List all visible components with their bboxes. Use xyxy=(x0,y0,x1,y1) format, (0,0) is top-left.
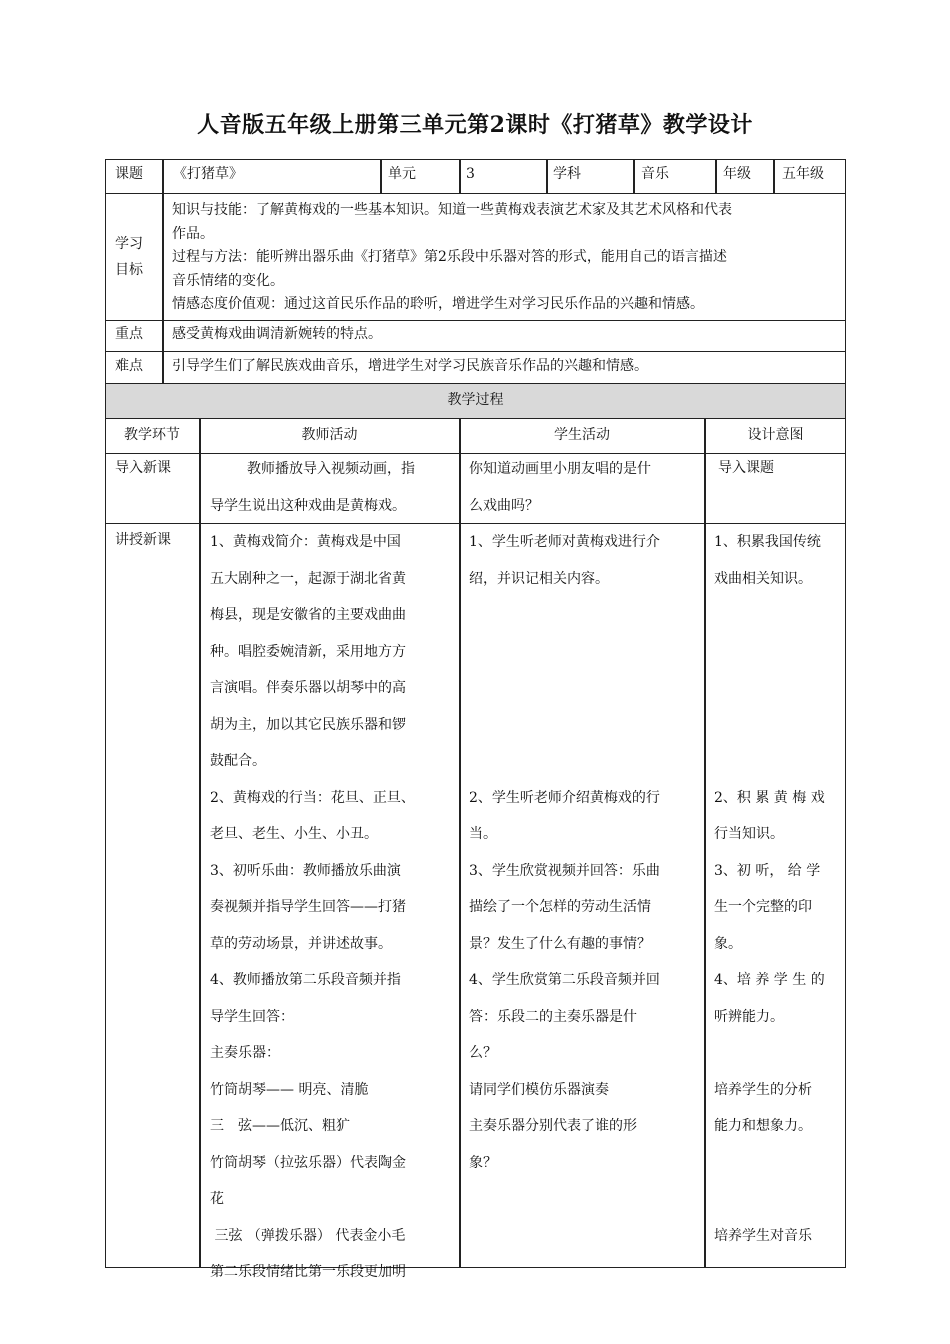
lesson-teacher-line: 1、黄梅戏简介：黄梅戏是中国 xyxy=(210,534,401,550)
lesson-student-line: 描绘了一个怎样的劳动生活情 xyxy=(469,899,651,915)
divider xyxy=(162,320,164,352)
lesson-student-line: 当。 xyxy=(469,826,497,842)
document-title: 人音版五年级上册第三单元第2课时《打猪草》教学设计 xyxy=(197,112,753,138)
lesson-teacher-line: 主奏乐器： xyxy=(210,1045,280,1061)
column-header-student: 学生活动 xyxy=(554,427,610,443)
intro-teacher-line: 教师播放导入视频动画，指 xyxy=(247,461,415,477)
lesson-intent-line xyxy=(714,1145,842,1182)
objectives-line: 过程与方法：能听辨出器乐曲《打猪草》第2乐段中乐器对答的形式，能用自己的语言描述 xyxy=(172,249,727,265)
divider xyxy=(162,193,164,321)
process-header: 教学过程 xyxy=(447,392,504,408)
objectives-line: 情感态度价值观：通过这首民乐作品的聆听，增进学生对学习民乐作品的兴趣和情感。 xyxy=(172,296,704,312)
lesson-teacher-line: 种。唱腔委婉清新，采用地方方 xyxy=(210,643,406,660)
lesson-teacher-line: 五大剧种之一，起源于湖北省黄 xyxy=(210,570,406,587)
intro-student-line: 么戏曲吗？ xyxy=(469,497,539,514)
lesson-intent-line: 1、积累我国传统 xyxy=(714,534,821,550)
objectives-line: 作品。 xyxy=(172,225,214,242)
lesson-stage: 讲授新课 xyxy=(115,532,171,548)
objectives-text xyxy=(172,199,842,317)
lesson-teacher-line: 草的劳动场景，并讲述故事。 xyxy=(210,935,392,952)
intro-intent: 导入课题 xyxy=(718,460,774,476)
lesson-teacher-line: 梅县，现是安徽省的主要戏曲曲 xyxy=(210,607,406,623)
divider xyxy=(162,351,164,384)
intro-stage: 导入新课 xyxy=(115,460,171,476)
column-divider xyxy=(199,418,201,1268)
lesson-student-line: 答：乐段二的主奏乐器是什 xyxy=(469,1008,637,1025)
lesson-student-line xyxy=(469,670,703,707)
difficulty-value: 引导学生们了解民族戏曲音乐，增进学生对学习民族音乐作品的兴趣和情感。 xyxy=(172,358,648,374)
intro-teacher xyxy=(210,451,455,524)
objectives-label xyxy=(115,235,143,280)
lesson-intent-line xyxy=(714,670,842,707)
lesson-student-line xyxy=(469,597,703,634)
lesson-teacher-line: 鼓配合。 xyxy=(210,753,266,769)
unit-label: 单元 xyxy=(388,166,416,182)
lesson-student-line: 么？ xyxy=(469,1045,497,1061)
lesson-teacher-line: 言演唱。伴奏乐器以胡琴中的高 xyxy=(210,680,406,696)
lesson-teacher-line: 奏视频并指导学生回答——打猪 xyxy=(210,899,406,915)
lesson-student-line: 象？ xyxy=(469,1154,497,1171)
objectives-label-line2: 目标 xyxy=(115,262,143,278)
lesson-intent-line: 培养学生的分析 xyxy=(714,1081,812,1098)
lesson-student-line: 请同学们模仿乐器演奏 xyxy=(469,1081,609,1098)
objectives-line: 音乐情绪的变化。 xyxy=(172,272,284,289)
lesson-intent-line: 4、培 养 学 生 的 xyxy=(714,972,825,988)
lesson-student xyxy=(469,524,703,1181)
lesson-intent-line xyxy=(714,634,842,671)
lesson-intent-line xyxy=(714,743,842,780)
intro-teacher-line: 导学生说出这种戏曲是黄梅戏。 xyxy=(210,497,406,514)
key-point-value: 感受黄梅戏曲调清新婉转的特点。 xyxy=(172,326,382,342)
lesson-teacher-line: 三弦 （弹拨乐器） 代表金小毛 xyxy=(210,1227,406,1244)
lesson-intent-line: 2、积 累 黄 梅 戏 xyxy=(714,789,825,806)
divider xyxy=(715,159,717,194)
grade-label: 年级 xyxy=(723,166,751,182)
objectives-label-line1: 学习 xyxy=(115,236,143,252)
lesson-intent-line: 听辨能力。 xyxy=(714,1008,784,1025)
lesson-teacher-line: 导学生回答： xyxy=(210,1008,294,1025)
objectives-line: 知识与技能：了解黄梅戏的一些基本知识。知道一些黄梅戏表演艺术家及其艺术风格和代表 xyxy=(172,202,732,218)
column-divider xyxy=(704,418,706,1268)
lesson-intent xyxy=(714,524,842,1254)
lesson-student-line: 主奏乐器分别代表了谁的形 xyxy=(469,1118,637,1134)
intro-student-line: 你知道动画里小朋友唱的是什 xyxy=(469,461,651,477)
unit-value: 3 xyxy=(466,166,475,182)
column-divider xyxy=(459,418,461,1268)
lesson-teacher-line: 3、初听乐曲：教师播放乐曲演 xyxy=(210,862,401,879)
subject-label: 课题 xyxy=(115,166,143,182)
lesson-intent-line: 生一个完整的印 xyxy=(714,899,812,915)
divider xyxy=(459,159,461,194)
lesson-student-line xyxy=(469,707,703,744)
lesson-teacher-line: 花 xyxy=(210,1191,224,1207)
lesson-teacher-line: 竹筒胡琴—— 明亮、清脆 xyxy=(210,1081,369,1098)
lesson-teacher-line: 老旦、老生、小生、小丑。 xyxy=(210,826,378,842)
lesson-intent-line: 戏曲相关知识。 xyxy=(714,570,812,587)
intro-student xyxy=(469,451,701,524)
lesson-student-line: 绍，并识记相关内容。 xyxy=(469,570,609,587)
divider xyxy=(546,159,548,194)
column-header-stage: 教学环节 xyxy=(124,427,180,443)
key-point-label: 重点 xyxy=(115,326,143,342)
lesson-teacher xyxy=(210,524,458,1291)
divider xyxy=(773,159,775,194)
lesson-student-line xyxy=(469,743,703,780)
subject-value: 《打猪草》 xyxy=(173,166,243,182)
divider xyxy=(162,159,164,194)
lesson-intent-line: 培养学生对音乐 xyxy=(714,1227,812,1244)
lesson-intent-line: 能力和想象力。 xyxy=(714,1118,812,1134)
grade-value: 五年级 xyxy=(782,166,824,182)
lesson-intent-line xyxy=(714,707,842,744)
lesson-intent-line: 象。 xyxy=(714,935,742,952)
discipline-value: 音乐 xyxy=(641,166,669,182)
lesson-student-line: 2、学生听老师介绍黄梅戏的行 xyxy=(469,789,660,806)
column-header-teacher: 教师活动 xyxy=(301,427,358,443)
lesson-intent-line: 行当知识。 xyxy=(714,826,784,842)
lesson-student-line: 景？发生了什么有趣的事情？ xyxy=(469,935,651,952)
lesson-teacher-line: 2、黄梅戏的行当：花旦、正旦、 xyxy=(210,789,415,806)
discipline-label: 学科 xyxy=(553,166,581,182)
lesson-teacher-line: 胡为主，加以其它民族乐器和锣 xyxy=(210,716,406,733)
lesson-intent-line xyxy=(714,1035,842,1072)
column-header-intent: 设计意图 xyxy=(747,427,804,443)
divider xyxy=(380,159,382,194)
divider xyxy=(633,159,635,194)
lesson-student-line: 1、学生听老师对黄梅戏进行介 xyxy=(469,534,660,550)
difficulty-label: 难点 xyxy=(115,358,143,374)
lesson-teacher-line: 4、教师播放第二乐段音频并指 xyxy=(210,972,401,988)
lesson-intent-line xyxy=(714,1181,842,1218)
lesson-intent-line: 3、初 听， 给 学 xyxy=(714,862,821,879)
lesson-student-line xyxy=(469,634,703,671)
lesson-teacher-line: 三 弦——低沉、粗犷 xyxy=(210,1118,350,1134)
lesson-teacher-line: 竹筒胡琴（拉弦乐器）代表陶金 xyxy=(210,1154,406,1171)
lesson-teacher-line: 第二乐段情绪比第一乐段更加明 xyxy=(210,1264,406,1280)
lesson-intent-line xyxy=(714,597,842,634)
lesson-student-line: 4、学生欣赏第二乐段音频并回 xyxy=(469,972,660,988)
lesson-student-line: 3、学生欣赏视频并回答：乐曲 xyxy=(469,862,660,879)
